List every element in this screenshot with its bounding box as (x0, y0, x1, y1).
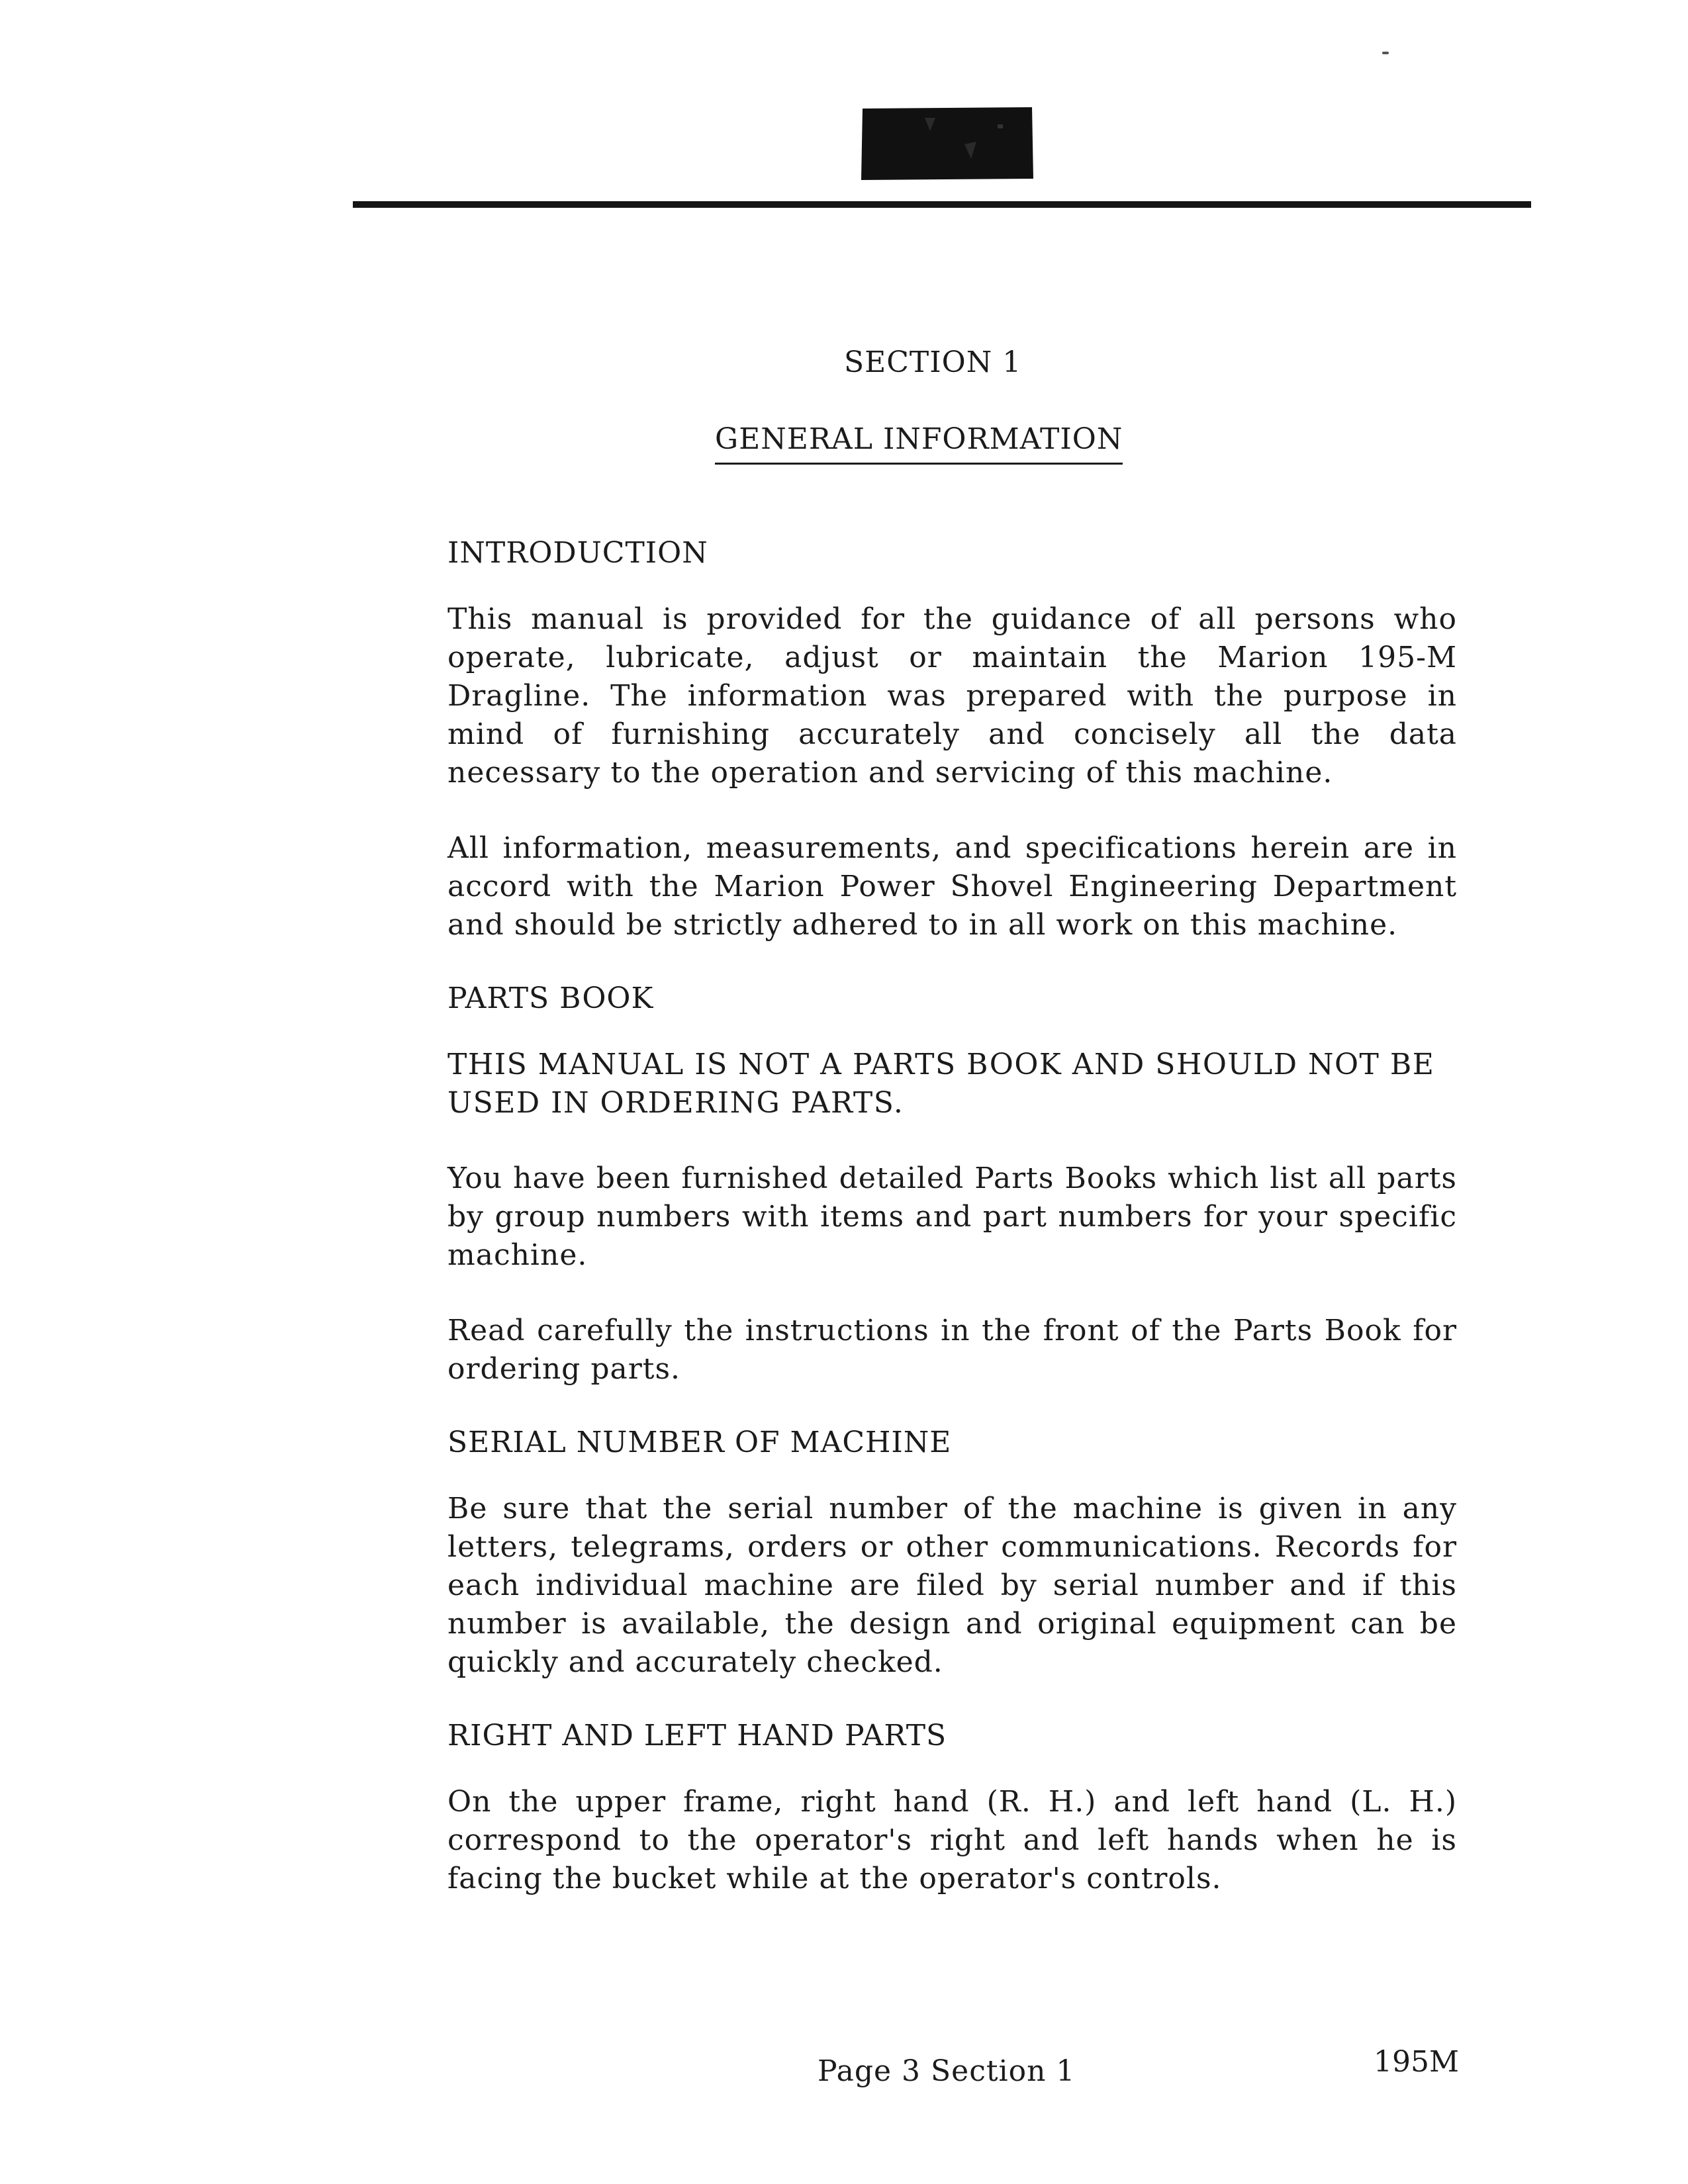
section-parts-book (447, 981, 1457, 1388)
footer-model: 195M (1374, 2045, 1460, 2079)
header-rule (353, 201, 1531, 208)
section-heading: RIGHT AND LEFT HAND PARTS (447, 1719, 947, 1752)
footer-page-number: Page 3 Section 1 (818, 2054, 1076, 2088)
section-title: GENERAL INFORMATION (715, 422, 1123, 465)
paragraph: THIS MANUAL IS NOT A PARTS BOOK AND SHOULD NOT BE USED IN ORDERING PARTS. (447, 1048, 1435, 1120)
paragraph: Be sure that the serial number of the machine is given in any letters, telegrams, orders or other communications. Records for each individual machine are filed by serial number and if this number is available, the design and original equipment can be quickly and accurately checked. (447, 1492, 1457, 1679)
marion-m-logo (859, 105, 1036, 183)
paragraph: On the upper frame, right hand (R. H.) and left hand (L. H.) correspond to the operator's right and left hands when he is facing the bucket while at the operator's controls. (447, 1785, 1457, 1895)
paragraph: Read carefully the instructions in the front of the Parts Book for ordering parts. (447, 1314, 1457, 1386)
section-label: SECTION 1 (844, 345, 1022, 379)
section-heading: PARTS BOOK (447, 981, 654, 1015)
section-heading: SERIAL NUMBER OF MACHINE (447, 1426, 952, 1459)
section-heading: INTRODUCTION (447, 536, 708, 570)
paragraph: This manual is provided for the guidance of all persons who operate, lubricate, adjust or maintain the Marion 195-M Dragline. The information was prepared with the purpose in mind of furnishing accurately and concisely all the data necessary to the operation and servicing of this machine. (447, 602, 1457, 790)
scan-speck (1382, 52, 1389, 54)
section-introduction (447, 536, 1457, 944)
paragraph: You have been furnished detailed Parts Books which list all parts by group numbers with items and part numbers for your specific machine. (447, 1161, 1457, 1272)
paragraph: All information, measurements, and specifications herein are in accord with the Marion Power Shovel Engineering Department and should be strictly adhered to in all work on this machine. (447, 831, 1457, 942)
section-right-left-hand (447, 1719, 1457, 1898)
section-serial-number (447, 1426, 1457, 1682)
document-body (447, 536, 1457, 1935)
